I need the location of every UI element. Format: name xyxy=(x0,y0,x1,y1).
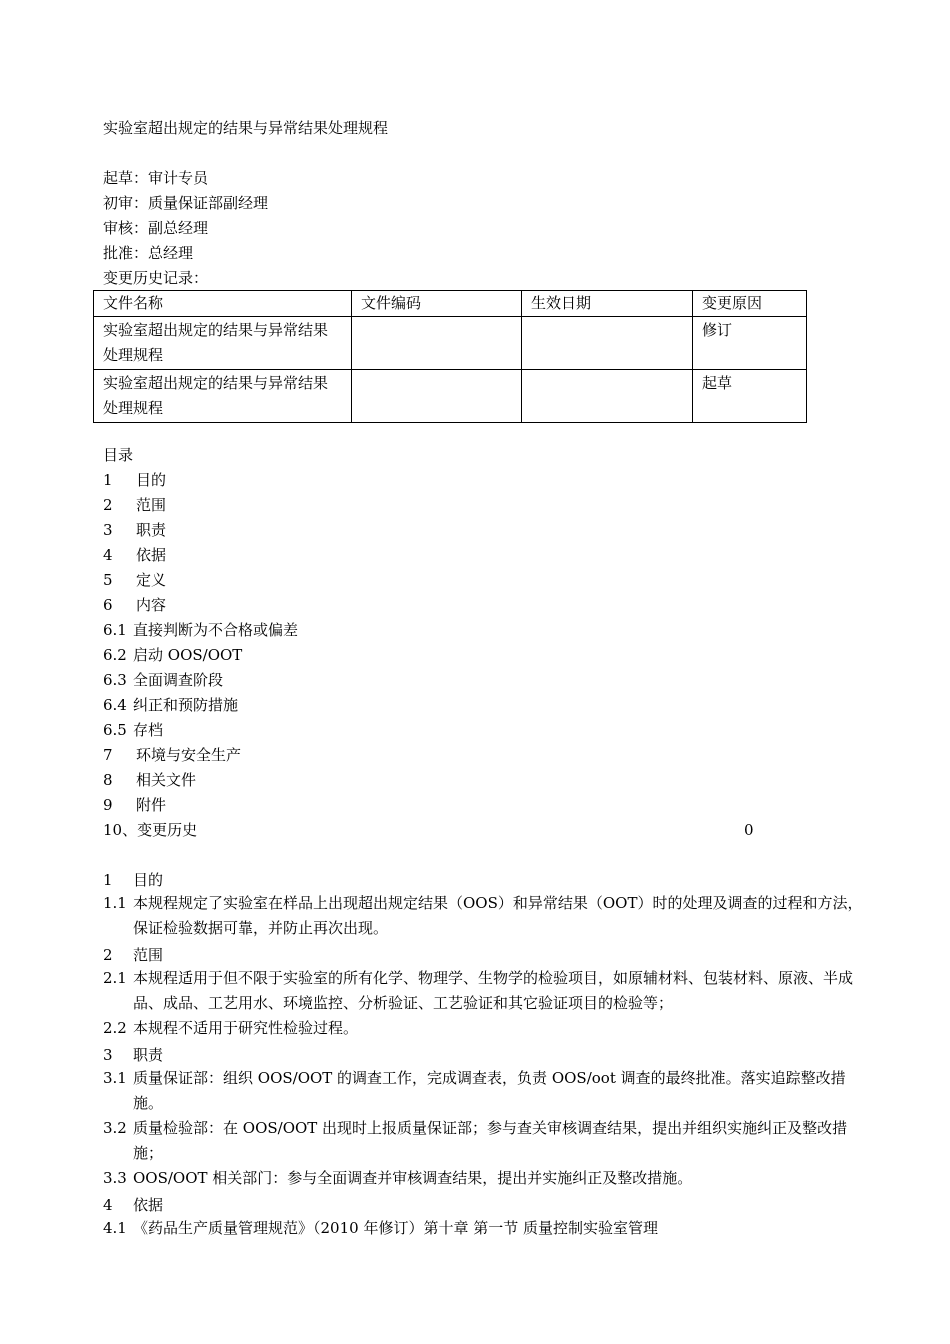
toc-item-label: 直接判断为不合格或偏差 xyxy=(133,621,299,639)
paragraph-text: 本规程适用于但不限于实验室的所有化学、物理学、生物学的检验项目，如原辅材料、包装材料、原液、半成品、成品、工艺用水、环境监控、分析验证、工艺验证和其它验证项目的检验等； xyxy=(133,969,854,1012)
section-heading xyxy=(103,1045,163,1065)
cell-file-code xyxy=(352,317,522,370)
toc-item-number: 3 xyxy=(103,521,113,539)
toc-item[interactable] xyxy=(103,720,163,740)
toc-item-number: 10、 xyxy=(103,821,138,839)
paragraph xyxy=(103,1166,863,1191)
paragraph-text: 质量保证部：组织 OOS/OOT 的调查工作，完成调查表，负责 OOS/oot 调查的最终批准。落实追踪整改措施。 xyxy=(133,1069,846,1112)
toc-heading: 目录 xyxy=(103,446,134,464)
toc-item-label: 全面调查阶段 xyxy=(133,671,224,689)
toc-item-number: 4 xyxy=(103,546,113,564)
cell-effective-date xyxy=(522,317,693,370)
cell-file-name: 实验室超出规定的结果与异常结果处理规程 xyxy=(94,370,352,423)
section-number: 4 xyxy=(103,1196,113,1214)
toc-item[interactable] xyxy=(103,695,238,715)
history-label: 变更历史记录： xyxy=(103,269,209,287)
toc-item-label: 相关文件 xyxy=(136,771,197,789)
document-title: 实验室超出规定的结果与异常结果处理规程 xyxy=(103,119,389,137)
paragraph-text: 《药品生产质量管理规范》（2010 年修订）第十章 第一节 质量控制实验室管理 xyxy=(133,1219,658,1237)
toc-item[interactable] xyxy=(103,670,223,690)
toc-item-label: 范围 xyxy=(136,496,167,514)
section-title: 依据 xyxy=(133,1196,164,1214)
toc-item-number: 9 xyxy=(103,796,113,814)
paragraph-number: 4.1 xyxy=(103,1219,127,1237)
header-change-reason: 变更原因 xyxy=(693,291,807,317)
section-number: 3 xyxy=(103,1046,113,1064)
toc-item-label: 存档 xyxy=(133,721,164,739)
first-review-by: 初审：质量保证部副经理 xyxy=(103,194,269,212)
paragraph-number: 3.3 xyxy=(103,1169,127,1187)
paragraph-number: 3.1 xyxy=(103,1069,127,1087)
section-heading xyxy=(103,870,163,890)
toc-item-label: 内容 xyxy=(136,596,167,614)
toc-item[interactable] xyxy=(103,595,166,615)
toc-item[interactable] xyxy=(103,495,166,515)
toc-item-number: 6.5 xyxy=(103,721,127,739)
toc-item[interactable] xyxy=(103,645,242,665)
toc-item-number: 2 xyxy=(103,496,113,514)
section-heading xyxy=(103,1195,163,1215)
toc-item-number: 1 xyxy=(103,471,113,489)
toc-item-number: 6 xyxy=(103,596,113,614)
toc-item[interactable] xyxy=(103,820,197,840)
cell-effective-date xyxy=(522,370,693,423)
toc-item-label: 目的 xyxy=(136,471,167,489)
toc-item-number: 6.4 xyxy=(103,696,127,714)
paragraph-text: 质量检验部：在 OOS/OOT 出现时上报质量保证部；参与查关审核调查结果，提出并组织实施纠正及整改措施； xyxy=(133,1119,848,1162)
approved-by: 批准：总经理 xyxy=(103,244,194,262)
toc-item-number: 6.1 xyxy=(103,621,127,639)
toc-item-number: 7 xyxy=(103,746,113,764)
toc-item-number: 5 xyxy=(103,571,113,589)
table-header-row xyxy=(94,291,807,317)
paragraph-text: 本规程规定了实验室在样品上出现超出规定结果（OOS）和异常结果（OOT）时的处理及调查的过程和方法，保证检验数据可靠，并防止再次出现。 xyxy=(133,894,863,937)
toc-item[interactable] xyxy=(103,620,298,640)
cell-change-reason: 起草 xyxy=(693,370,807,423)
toc-item-label: 变更历史 xyxy=(137,821,198,839)
toc-item-number: 8 xyxy=(103,771,113,789)
paragraph-number: 2.1 xyxy=(103,969,127,987)
paragraph-number: 1.1 xyxy=(103,894,127,912)
header-effective-date: 生效日期 xyxy=(522,291,693,317)
section-heading xyxy=(103,945,163,965)
cell-file-code xyxy=(352,370,522,423)
toc-item[interactable] xyxy=(103,470,166,490)
toc-item-label: 启动 OOS/OOT xyxy=(133,646,243,664)
paragraph xyxy=(103,1116,863,1166)
toc-item-label: 定义 xyxy=(136,571,167,589)
toc-item-number: 6.3 xyxy=(103,671,127,689)
toc-item-label: 附件 xyxy=(136,796,167,814)
toc-item[interactable] xyxy=(103,570,166,590)
section-number: 1 xyxy=(103,871,113,889)
toc-item-label: 职责 xyxy=(136,521,167,539)
paragraph xyxy=(103,1016,863,1041)
change-history-table xyxy=(93,290,807,423)
section-number: 2 xyxy=(103,946,113,964)
paragraph xyxy=(103,966,863,1016)
cell-file-name: 实验室超出规定的结果与异常结果处理规程 xyxy=(94,317,352,370)
paragraph xyxy=(103,891,863,941)
header-file-code: 文件编码 xyxy=(352,291,522,317)
section-title: 范围 xyxy=(133,946,164,964)
draft-by: 起草：审计专员 xyxy=(103,169,209,187)
paragraph-number: 3.2 xyxy=(103,1119,127,1137)
toc-item[interactable] xyxy=(103,520,166,540)
table-row xyxy=(94,370,807,423)
toc-item[interactable] xyxy=(103,545,166,565)
paragraph-number: 2.2 xyxy=(103,1019,127,1037)
toc-item-label: 依据 xyxy=(136,546,167,564)
toc-item[interactable] xyxy=(103,795,166,815)
reviewed-by: 审核：副总经理 xyxy=(103,219,209,237)
section-title: 目的 xyxy=(133,871,164,889)
header-file-name: 文件名称 xyxy=(94,291,352,317)
toc-item[interactable] xyxy=(103,770,196,790)
paragraph xyxy=(103,1066,863,1116)
section-title: 职责 xyxy=(133,1046,164,1064)
toc-item-label: 环境与安全生产 xyxy=(136,746,242,764)
toc-item-number: 6.2 xyxy=(103,646,127,664)
toc-item[interactable] xyxy=(103,745,241,765)
toc-page-number: 0 xyxy=(744,821,754,839)
paragraph-text: OOS/OOT 相关部门：参与全面调查并审核调查结果，提出并实施纠正及整改措施。 xyxy=(133,1169,693,1187)
table-row xyxy=(94,317,807,370)
paragraph-text: 本规程不适用于研究性检验过程。 xyxy=(133,1019,359,1037)
paragraph xyxy=(103,1216,863,1241)
toc-item-label: 纠正和预防措施 xyxy=(133,696,239,714)
cell-change-reason: 修订 xyxy=(693,317,807,370)
